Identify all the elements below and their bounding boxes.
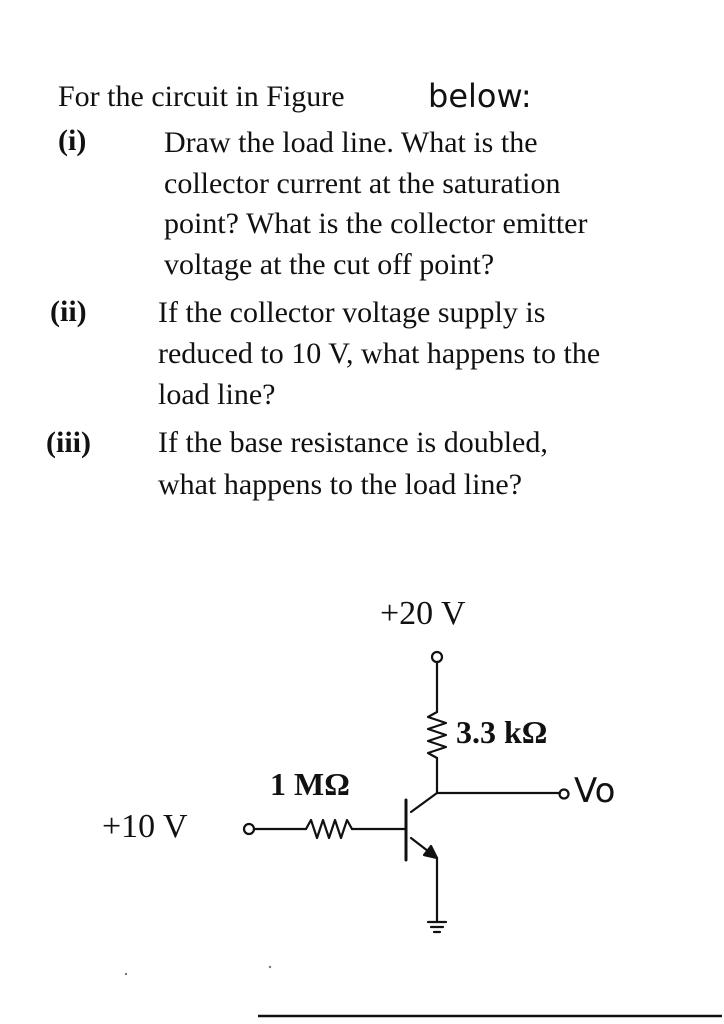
part-2-line-3: load line? [158,378,276,411]
part-1-line-1: Draw the load line. What is the [164,126,538,159]
part-3-line-1: If the base resistance is doubled, [158,426,548,459]
vcc-label: +20 V [380,595,466,632]
scan-mark [269,966,271,968]
part-2-line-2: reduced to 10 V, what happens to the [158,337,601,370]
intro-text: For the circuit in Figure [58,80,345,113]
emitter-arrow [424,846,437,858]
part-2-number: (ii) [50,295,87,328]
scan-mark [125,973,127,975]
output-terminal [560,790,569,799]
part-1-line-2: collector current at the saturation [164,167,561,200]
collector-resistor [428,712,446,758]
part-1-number: (i) [58,124,87,157]
intro-handwritten: below: [428,77,532,115]
base-resistor [306,820,352,838]
input-voltage-label: +10 V [102,808,188,845]
part-1-line-3: point? What is the collector emitter [164,207,588,240]
part-1-line-4: voltage at the cut off point? [164,248,495,281]
part-3-number: (iii) [46,426,91,459]
vcc-terminal [432,652,442,662]
input-terminal [244,824,254,834]
collector-resistor-label: 3.3 kΩ [456,714,548,750]
output-voltage-label: Vo [574,771,616,811]
part-2-line-1: If the collector voltage supply is [158,296,546,329]
collector-lead [411,793,437,812]
base-resistor-label: 1 MΩ [270,766,350,802]
part-3-line-2: what happens to the load line? [158,468,523,501]
